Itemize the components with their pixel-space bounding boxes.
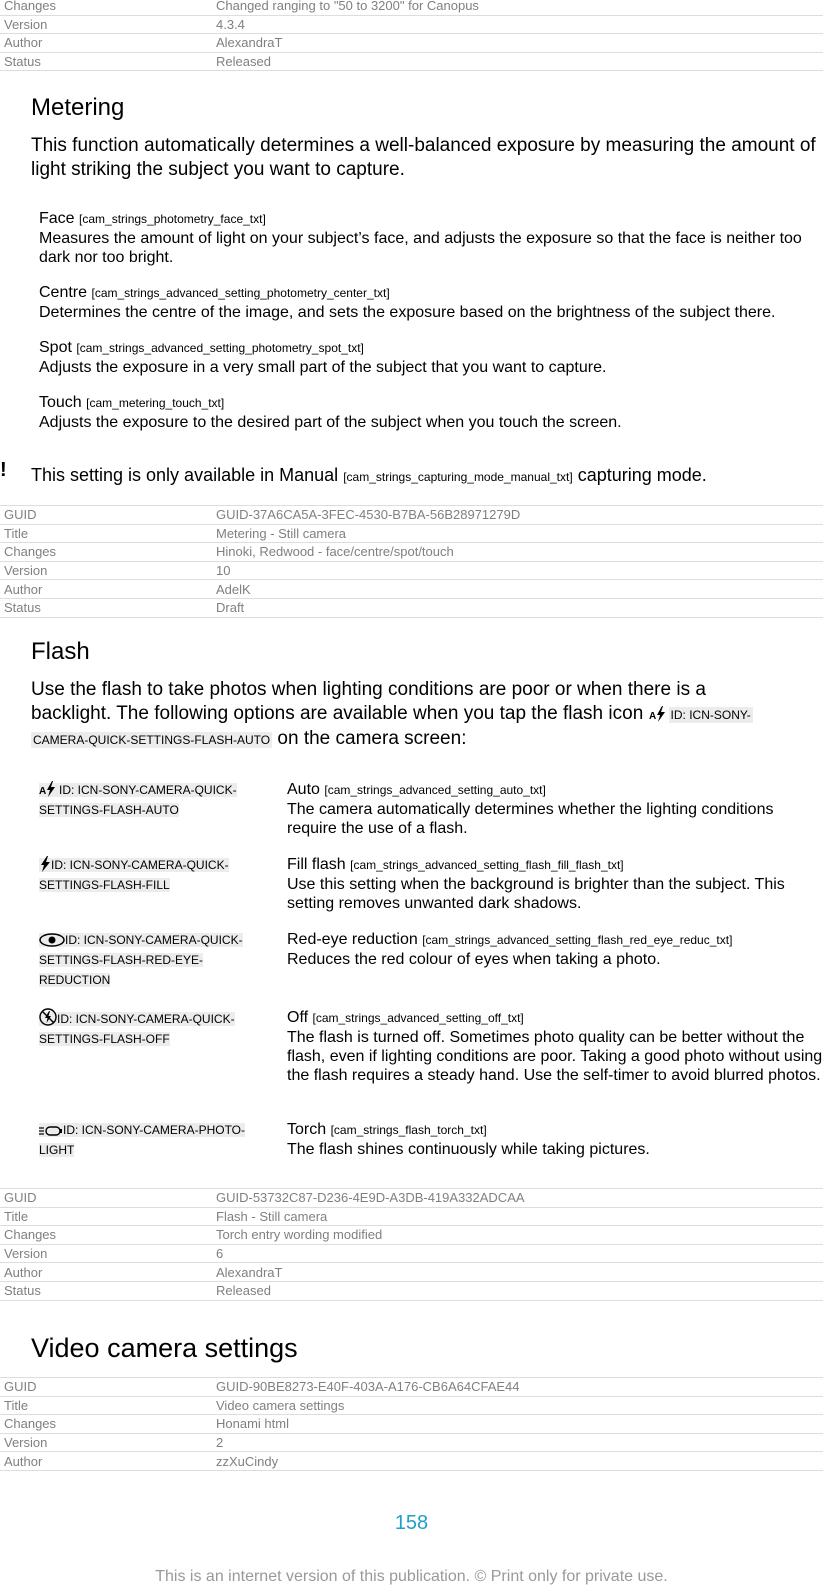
option-name: Auto bbox=[287, 781, 320, 798]
metering-heading: Metering bbox=[31, 94, 125, 121]
flash-option-torch bbox=[287, 1120, 823, 1159]
video-settings-heading: Video camera settings bbox=[31, 1333, 298, 1363]
flash-option-red-eye bbox=[287, 930, 823, 969]
meta-row: GUID GUID-37A6CA5A-3FEC-4530-B7BA-56B28971279D bbox=[0, 506, 823, 525]
meta-row: Version 2 bbox=[0, 1433, 823, 1452]
meta-row: Version 4.3.4 bbox=[0, 15, 823, 34]
torch-icon bbox=[39, 1125, 63, 1137]
option-desc: The camera automatically determines whether the lighting conditions require the use of a flash. bbox=[287, 801, 774, 837]
red-eye-icon bbox=[39, 933, 65, 947]
flash-auto-icon bbox=[649, 706, 669, 722]
option-code: [cam_strings_advanced_setting_auto_txt] bbox=[324, 783, 546, 797]
option-name: Fill flash bbox=[287, 856, 346, 873]
meta-row: Status Released bbox=[0, 1281, 823, 1300]
meta-row: Changes Honami html bbox=[0, 1415, 823, 1434]
icon-id-label: ID: ICN-SONY- bbox=[670, 708, 751, 722]
flash-meta-table bbox=[0, 1188, 823, 1301]
video-meta-table bbox=[0, 1377, 823, 1471]
option-name: Torch bbox=[287, 1121, 327, 1138]
option-name: Off bbox=[287, 1009, 309, 1026]
metering-option-touch bbox=[39, 393, 823, 432]
flash-intro: Use the flash to take photos when lighting conditions are poor or when there is a backlight. The following options are available when you tap the flash icon A ID: ICN-SONY- CAMERA-QUICK-SETTINGS-FLASH-AUTO on the camera screen: bbox=[31, 679, 751, 749]
meta-row: Author AdelK bbox=[0, 580, 823, 599]
meta-row: Status Released bbox=[0, 52, 823, 71]
meta-row: Status Draft bbox=[0, 598, 823, 617]
meta-row: GUID GUID-53732C87-D236-4E9D-A3DB-419A332ADCAA bbox=[0, 1189, 823, 1208]
top-meta-table bbox=[0, 0, 823, 71]
flash-off-icon bbox=[39, 1008, 57, 1026]
flash-heading: Flash bbox=[31, 638, 90, 665]
flash-auto-icon bbox=[39, 781, 59, 797]
option-desc: The flash is turned off. Sometimes photo quality can be better without the flash, even if lighting conditions are poor. Taking a good photo without using the flash requires a steady hand. Use the self-timer to avoid blurred photos. bbox=[287, 1029, 823, 1084]
meta-row: Author AlexandraT bbox=[0, 34, 823, 53]
option-name: Touch bbox=[39, 394, 82, 411]
option-name: Face bbox=[39, 210, 75, 227]
option-desc: Adjusts the exposure to the desired part of the subject when you touch the screen. bbox=[39, 414, 622, 431]
meta-row: Version 10 bbox=[0, 561, 823, 580]
flash-auto-icon-label: A ID: ICN-SONY-CAMERA-QUICK- SETTINGS-FLASH-AUTO bbox=[39, 783, 237, 817]
metering-intro: This function automatically determines a well-balanced exposure by measuring the amount of light striking the subject you want to capture. bbox=[31, 135, 816, 180]
page-number: 158 bbox=[394, 1512, 429, 1534]
metering-note: This setting is only available in Manual [cam_strings_capturing_mode_manual_txt] capturing mode. bbox=[31, 465, 707, 485]
flash-fill-icon-label: ID: ICN-SONY-CAMERA-QUICK- SETTINGS-FLASH-FILL bbox=[39, 858, 229, 892]
manual-mode-label: Manual bbox=[279, 465, 339, 485]
option-desc: Reduces the red colour of eyes when taking a photo. bbox=[287, 951, 661, 968]
icon-id-label: CAMERA-QUICK-SETTINGS-FLASH-AUTO bbox=[33, 733, 271, 747]
option-code: [cam_strings_photometry_face_txt] bbox=[79, 212, 266, 226]
svg-text:A: A bbox=[648, 711, 656, 722]
option-desc: Determines the centre of the image, and sets the exposure based on the brightness of the subject there. bbox=[39, 304, 776, 321]
metering-option-centre bbox=[39, 283, 823, 322]
meta-row: Title Metering - Still camera bbox=[0, 524, 823, 543]
option-code: [cam_strings_advanced_setting_flash_red_eye_reduc_txt] bbox=[422, 933, 733, 947]
torch-icon-label: ID: ICN-SONY-CAMERA-PHOTO- LIGHT bbox=[39, 1123, 246, 1157]
option-desc: Adjusts the exposure in a very small part of the subject that you want to capture. bbox=[39, 359, 607, 376]
option-desc: Measures the amount of light on your subject’s face, and adjusts the exposure so that the face is neither too dark nor too bright. bbox=[39, 230, 802, 266]
option-desc: Use this setting when the background is brighter than the subject. This setting removes unwanted dark shadows. bbox=[287, 876, 785, 912]
option-code: [cam_strings_flash_torch_txt] bbox=[330, 1123, 487, 1137]
flash-option-auto bbox=[287, 780, 823, 838]
flash-option-fill bbox=[287, 855, 823, 913]
meta-row: Changes Torch entry wording modified bbox=[0, 1226, 823, 1245]
option-code: [cam_strings_advanced_setting_photometry_spot_txt] bbox=[76, 341, 364, 355]
flash-option-off bbox=[287, 1008, 823, 1085]
footer-note: This is an internet version of this publication. © Print only for private use. bbox=[155, 1568, 668, 1585]
metering-option-face bbox=[39, 209, 823, 267]
meta-row: GUID GUID-90BE8273-E40F-403A-A176-CB6A64CFAE44 bbox=[0, 1378, 823, 1397]
option-name: Spot bbox=[39, 339, 72, 356]
option-code: [cam_strings_advanced_setting_off_txt] bbox=[312, 1011, 524, 1025]
meta-row: Changes Hinoki, Redwood - face/centre/spot/touch bbox=[0, 543, 823, 562]
option-code: [cam_strings_advanced_setting_flash_fill_flash_txt] bbox=[350, 858, 624, 872]
option-name: Red-eye reduction bbox=[287, 931, 418, 948]
meta-row: Title Flash - Still camera bbox=[0, 1207, 823, 1226]
meta-row: Version 6 bbox=[0, 1244, 823, 1263]
option-desc: The flash shines continuously while taking pictures. bbox=[287, 1141, 650, 1158]
option-name: Centre bbox=[39, 284, 88, 301]
flash-off-icon-label: ID: ICN-SONY-CAMERA-QUICK- SETTINGS-FLASH-OFF bbox=[39, 1008, 261, 1049]
note-icon: ! bbox=[0, 459, 7, 481]
flash-fill-icon bbox=[39, 856, 51, 872]
meta-row: Title Video camera settings bbox=[0, 1396, 823, 1415]
manual-mode-code: [cam_strings_capturing_mode_manual_txt] bbox=[343, 470, 573, 484]
meta-row: Author AlexandraT bbox=[0, 1263, 823, 1282]
svg-text:A: A bbox=[39, 786, 47, 797]
meta-row: Author zzXuCindy bbox=[0, 1452, 823, 1471]
option-code: [cam_strings_advanced_setting_photometry_center_txt] bbox=[91, 286, 390, 300]
metering-meta-table bbox=[0, 505, 823, 618]
option-code: [cam_metering_touch_txt] bbox=[86, 396, 225, 410]
red-eye-icon-label: ID: ICN-SONY-CAMERA-QUICK- SETTINGS-FLASH-RED-EYE- REDUCTION bbox=[39, 933, 243, 987]
meta-row: Changes Changed ranging to "50 to 3200" for Canopus bbox=[0, 0, 823, 15]
metering-option-spot bbox=[39, 338, 823, 377]
